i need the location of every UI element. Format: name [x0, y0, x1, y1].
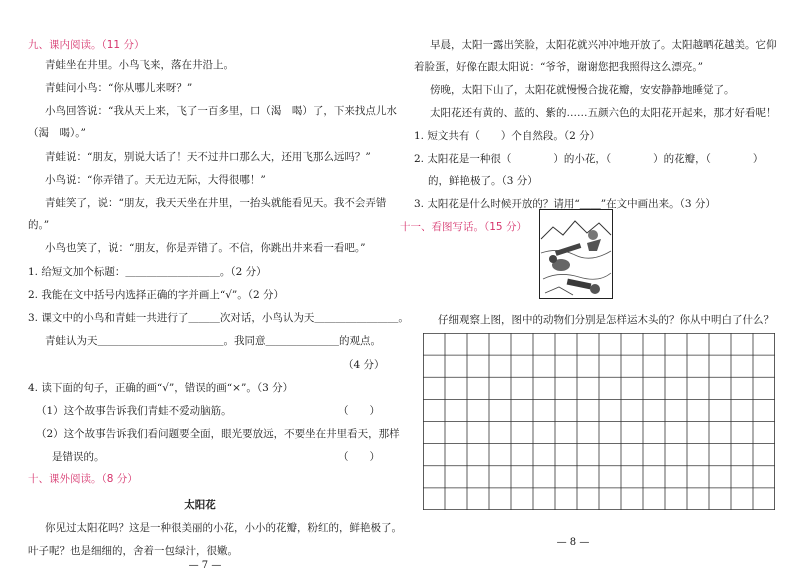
- passage-line: 青蛙说：“朋友，别说大话了！天不过井口那么大，还用飞那么远吗？”: [45, 151, 371, 163]
- story-line: 着脸蛋，好像在跟太阳说：“爷爷，谢谢您把我照得这么漂亮。”: [414, 61, 703, 73]
- passage-line: 的。”: [28, 219, 50, 231]
- passage-line: 青蛙笑了，说：“朋友，我天天坐在井里，一抬头就能看见天。我不会弄错: [45, 197, 387, 209]
- judge-item-2: （2）这个故事告诉我们看问题要全面，眼光要放远，不要坐在井里看天，那样: [36, 428, 400, 440]
- question-4: 4. 读下面的句子，正确的画“√”，错误的画“×”。（3 分）: [28, 382, 294, 394]
- page-number-left: — 7 —: [188, 560, 222, 571]
- right-question-3: 3. 太阳花是什么时候开放的？请用“＿＿”在文中画出来。（3 分）: [414, 198, 716, 210]
- section-9-title: 九、课内阅读。（11 分）: [28, 39, 145, 51]
- question-3-score: （4 分）: [343, 359, 385, 371]
- judge-item-1: （1）这个故事告诉我们青蛙不爱动脑筋。: [36, 405, 232, 417]
- story-line: 叶子呢？也是细细的，舍着一包绿汁，很嫩。: [28, 545, 238, 557]
- passage-line: 小鸟也笑了，说：“朋友，你是弄错了。不信，你跳出井来看一看吧。”: [45, 242, 366, 254]
- passage-line: 青蛙问小鸟：“你从哪儿来呀？”: [45, 82, 193, 94]
- story-line: 傍晚，太阳下山了，太阳花就慢慢合拢花瓣，安安静静地睡觉了。: [430, 84, 735, 96]
- section-11-title: 十一、看图写话。（15 分）: [400, 221, 527, 233]
- passage-line: 小鸟说：“你弄错了。天无边无际，大得很哪！”: [45, 174, 266, 186]
- story-title: 太阳花: [184, 499, 216, 511]
- passage-line: 小鸟回答说：“我从天上来，飞了一百多里，口（渴 喝）了，下来找点儿水: [45, 105, 397, 117]
- right-question-2: 2. 太阳花是一种很（ ）的小花，（ ）的花瓣，（ ）: [414, 153, 764, 165]
- question-3-cont: 青蛙认为天＿＿＿＿＿＿＿＿＿＿＿＿。我同意＿＿＿＿＿＿＿的观点。: [45, 335, 381, 347]
- right-question-2-cont: 的，鲜艳极了。（3 分）: [428, 175, 538, 187]
- judge-bracket-1[interactable]: （ ）: [338, 405, 380, 417]
- writing-prompt: 仔细观察上图，图中的动物们分别是怎样运木头的？你从中明白了什么？: [438, 314, 774, 326]
- passage-line: 青蛙坐在井里。小鸟飞来，落在井沿上。: [45, 59, 234, 71]
- story-line: 早晨，太阳一露出笑脸，太阳花就兴冲冲地开放了。太阳越晒花越美。它仰: [430, 39, 777, 51]
- section-10-title: 十、课外阅读。（8 分）: [28, 473, 138, 485]
- right-question-1: 1. 短文共有（ ）个自然段。（2 分）: [414, 130, 601, 142]
- page-number-right: — 8 —: [556, 537, 590, 548]
- passage-line: （渴 喝）。”: [28, 127, 86, 139]
- writing-grid[interactable]: [423, 333, 775, 510]
- judge-item-2-cont: 是错误的。: [52, 451, 105, 463]
- illustration-svg: [539, 209, 613, 299]
- judge-bracket-2[interactable]: （ ）: [338, 451, 380, 463]
- animals-carrying-logs-picture: [539, 209, 613, 299]
- monkey-head: [588, 230, 598, 240]
- question-1: 1. 给短文加个标题：＿＿＿＿＿＿＿＿＿。（2 分）: [28, 266, 267, 278]
- question-2: 2. 我能在文中括号内选择正确的字并画上“√”。（2 分）: [28, 289, 285, 301]
- story-line: 太阳花还有黄的、蓝的、紫的……五颜六色的太阳花开起来，那才好看呢！: [430, 107, 777, 119]
- story-line: 你见过太阳花吗？这是一种很美丽的小花，小小的花瓣，粉红的，鲜艳极了。: [45, 522, 402, 534]
- question-3: 3. 课文中的小鸟和青蛙一共进行了＿＿＿次对话，小鸟认为天＿＿＿＿＿＿＿＿。: [28, 312, 409, 324]
